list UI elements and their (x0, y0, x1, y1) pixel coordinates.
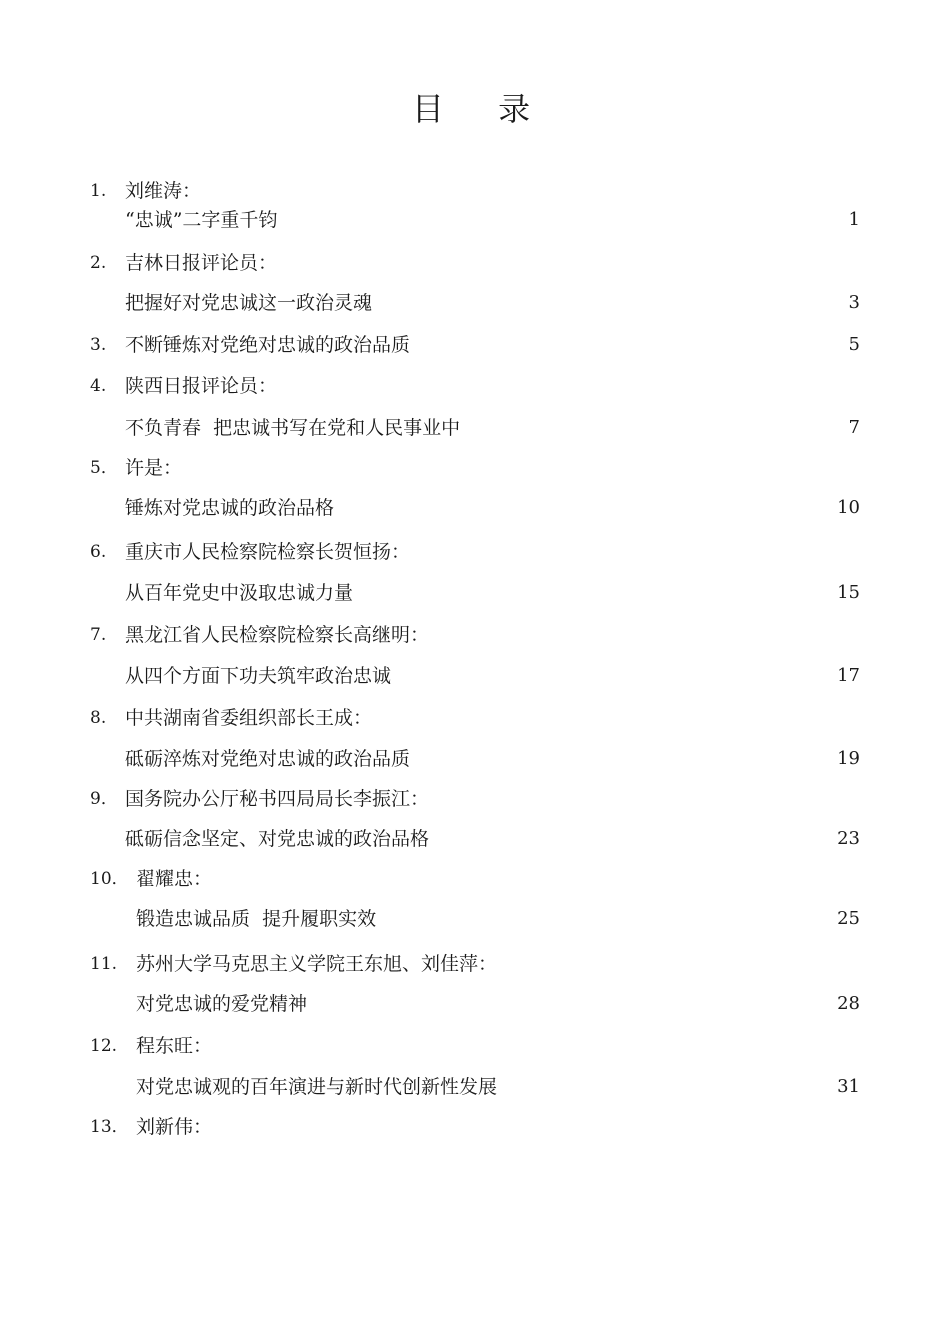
entry-article: 锻造忠诚品质 提升履职实效 (136, 908, 377, 930)
entry-author: 刘新伟： (136, 1116, 213, 1138)
entry-article: 从百年党史中汲取忠诚力量 (125, 582, 354, 604)
entry-page-number: 23 (837, 828, 860, 849)
entry-number: 13． (90, 1117, 129, 1137)
entry-page-number: 28 (837, 993, 860, 1014)
entry-number: 12. (90, 1036, 118, 1056)
entry-number: 3. (90, 335, 107, 355)
entry-page-number: 1 (848, 209, 860, 230)
entry-page-number: 31 (837, 1076, 860, 1097)
entry-article: 锤炼对党忠诚的政治品格 (125, 497, 335, 519)
entry-author: 苏州大学马克思主义学院王东旭、刘佳萍： (136, 953, 498, 975)
entry-article: 对党忠诚的爱党精神 (136, 993, 308, 1015)
entry-number: 11. (90, 954, 118, 974)
entry-number: 2. (90, 253, 107, 273)
entry-number: 5． (90, 458, 118, 478)
entry-number: 8. (90, 708, 107, 728)
entry-article: 砥砺信念坚定、对党忠诚的政治品格 (125, 828, 430, 850)
entry-number: 4. (90, 376, 107, 396)
entry-author: 中共湖南省委组织部长王成： (125, 707, 373, 729)
entry-article: 不断锤炼对党绝对忠诚的政治品质 (125, 334, 411, 356)
entry-page-number: 15 (837, 582, 860, 603)
entry-page-number: 3 (848, 292, 860, 313)
entry-article: 不负青春 把忠诚书写在党和人民事业中 (125, 417, 461, 439)
entry-page-number: 7 (848, 417, 860, 438)
entry-number: 9． (90, 789, 118, 809)
entry-article: 对党忠诚观的百年演进与新时代创新性发展 (136, 1076, 498, 1098)
entry-author: 翟耀忠： (136, 868, 213, 890)
entry-article: 从四个方面下功夫筑牢政治忠诚 (125, 665, 392, 687)
toc-title: 目 录 (411, 90, 553, 128)
entry-page-number: 5 (848, 334, 860, 355)
entry-author: 刘维涛： (125, 180, 202, 202)
entry-author: 重庆市人民检察院检察长贺恒扬： (125, 541, 411, 563)
entry-page-number: 19 (837, 748, 860, 769)
entry-number: 7. (90, 625, 107, 645)
entry-author: 吉林日报评论员： (125, 252, 278, 274)
entry-number: 6. (90, 542, 107, 562)
entry-author: 黑龙江省人民检察院检察长高继明： (125, 624, 430, 646)
entry-author: 许是： (125, 457, 183, 479)
entry-author: 陕西日报评论员： (125, 375, 278, 397)
entry-number: 1. (90, 181, 107, 201)
entry-author: 程东旺： (136, 1035, 213, 1057)
entry-article: “忠诚”二字重千钧 (125, 209, 278, 231)
entry-page-number: 25 (837, 908, 860, 929)
entry-page-number: 17 (837, 665, 860, 686)
entry-article: 砥砺淬炼对党绝对忠诚的政治品质 (125, 748, 411, 770)
entry-article: 把握好对党忠诚这一政治灵魂 (125, 292, 373, 314)
entry-page-number: 10 (837, 497, 860, 518)
entry-number: 10． (90, 869, 129, 889)
entry-author: 国务院办公厅秘书四局局长李振江： (125, 788, 430, 810)
